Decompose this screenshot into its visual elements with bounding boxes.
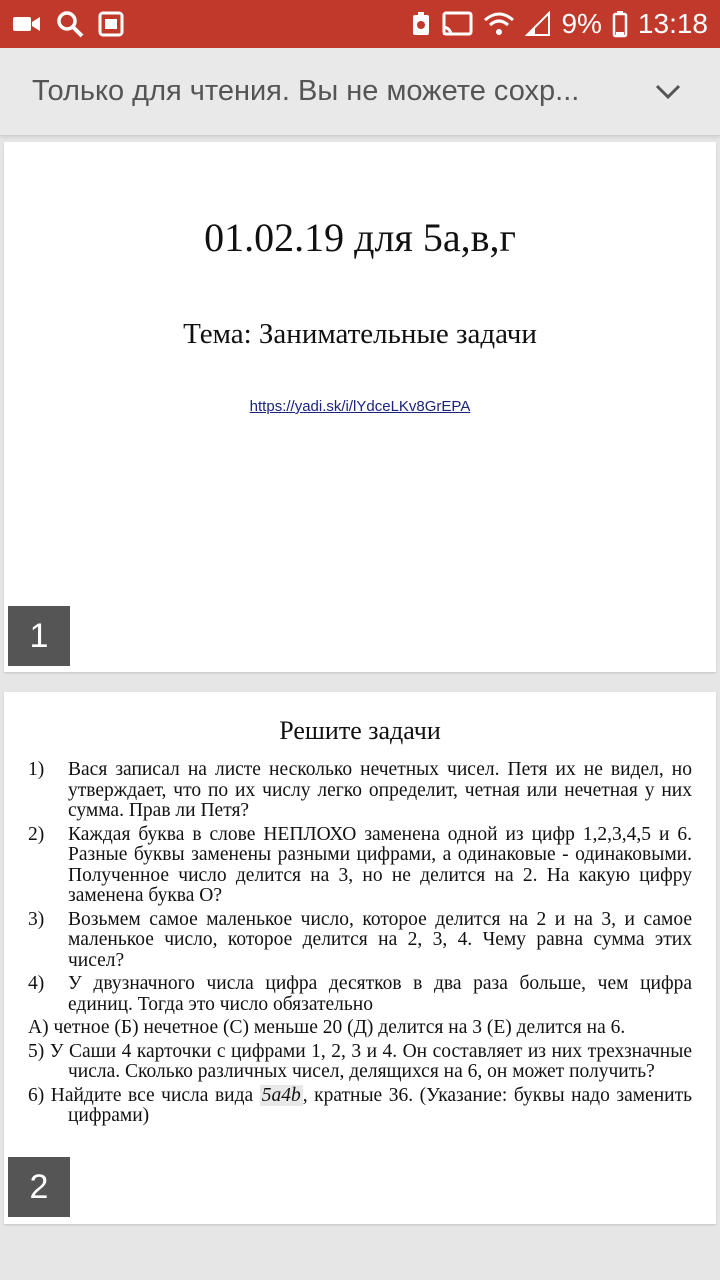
task-number: 2) [28,823,45,845]
slide-number-badge: 1 [8,606,70,666]
slide-number-badge: 2 [8,1157,70,1217]
battery-percent: 9% [561,8,602,39]
task-item [28,760,692,822]
read-only-banner-text: Только для чтения. Вы не можете сохр... [32,75,580,107]
chevron-down-icon[interactable] [648,72,688,112]
task-text: Каждая буква в слове НЕПЛОХО заменена одной из цифр 1,2,3,4,5 и 6. Разные буквы заменены разными цифрами, а одинаковые - одинаковыми. Полученное число делится на 3, но не делится на 2. На какую цифру заменена буква О? [68,823,692,906]
status-bar [0,0,720,48]
slide-2[interactable] [4,692,716,1224]
battery-saver-icon [411,11,431,37]
search-icon [56,10,84,38]
task-6 [28,1086,692,1127]
task-6-formula: 5a4b [261,1084,301,1106]
slide-1-title: 01.02.19 для 5а,в,г [204,215,516,260]
task-6-before: 6) Найдите все числа вида [28,1084,254,1106]
task-number: 4) [28,973,45,994]
slide-2-title: Решите задачи [279,716,441,745]
task-text: Возьмем самое маленькое число, которое делится на 2 и на 3, и самое маленькое число, которое делится на 2, 3, 4. Чему равна сумма этих чисел? [68,908,692,971]
task-5: 5) У Саши 4 карточки с цифрами 1, 2, 3 и 4. Он составляет из них трехзначные числа. Сколько различных чисел, делящихся на 6, он может получить? [28,1040,692,1082]
answer-options: А) четное (Б) нечетное (С) меньше 20 (Д) делится на 3 (Е) делится на 6. [28,1017,626,1038]
wifi-icon [483,11,515,37]
video-icon [12,13,42,35]
clock: 13:18 [637,8,708,39]
slide-1-link[interactable]: https://yadi.sk/i/lYdceLKv8GrEPA [249,398,471,415]
signal-icon [525,11,551,37]
battery-icon [612,10,628,38]
cast-icon [441,11,473,37]
read-only-banner[interactable] [0,48,720,136]
gallery-icon [98,11,124,37]
task-list [28,760,692,1130]
task-number: 3) [28,908,45,930]
task-item [28,974,692,1015]
task-item [28,825,692,907]
slide-1-subtitle: Тема: Занимательные задачи [183,318,537,350]
slide-1[interactable] [4,142,716,672]
task-number: 1) [28,759,45,780]
task-text: Вася записал на листе несколько нечетных чисел. Петя их не видел, но утверждает, что по их числу легко определит, четная или нечетная у них сумма. Прав ли Петя? [68,759,692,821]
task-item [28,910,692,972]
task-text: У двузначного числа цифра десятков в два раза больше, чем цифра единиц. Тогда это число обязательно [68,973,692,1015]
task-6-after: , кратные 36. (Указание: буквы надо заменить цифрами) [68,1084,693,1126]
